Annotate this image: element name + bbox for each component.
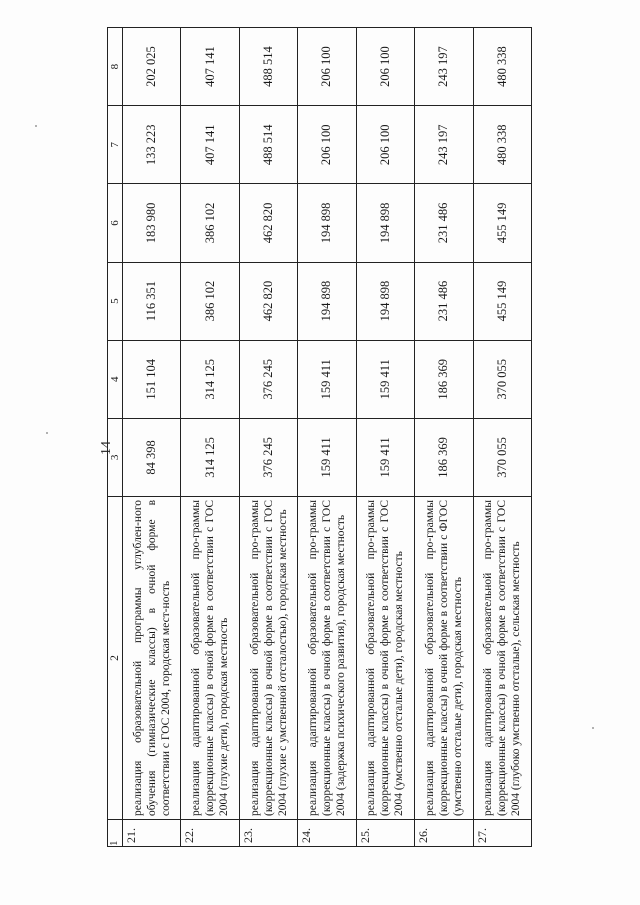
row-description: реализация адаптированной образовательной про-граммы (коррекционные классы) в очной форме в соответствии с ГОС 2004 (умственно отсталые дети), городская местность (356, 497, 414, 820)
value-cell: 186 369 (415, 418, 473, 496)
table-row (473, 28, 531, 847)
value-cell: 159 411 (356, 340, 414, 418)
value-cell: 151 104 (123, 340, 181, 418)
value-cell: 206 100 (356, 106, 414, 184)
value-cell: 194 898 (298, 262, 356, 340)
value-cell: 386 102 (181, 262, 239, 340)
row-number: 24. (298, 820, 356, 847)
value-cell: 186 369 (415, 340, 473, 418)
column-header: 7 (108, 106, 123, 184)
value-cell: 133 223 (123, 106, 181, 184)
tariff-table (107, 27, 532, 847)
row-number: 21. (123, 820, 181, 847)
row-description: реализация адаптированной образовательной про-граммы (коррекционные классы) в очной форме в соответствии с ГОС 2004 (глубоко умственно отсталые), сельская местность (473, 497, 531, 820)
value-cell: 159 411 (298, 418, 356, 496)
row-description: реализация адаптированной образовательной про-граммы (коррекционные классы) в очной форме в соответствии с ГОС 2004 (глухие дети), городская местность (181, 497, 239, 820)
row-number: 26. (415, 820, 473, 847)
column-header: 8 (108, 28, 123, 106)
row-description: реализация адаптированной образовательной про-граммы (коррекционные классы) в очной форме в соответствии с ГОС 2004 (глухие с умственной отсталостью), городская местность (239, 497, 297, 820)
value-cell: 407 141 (181, 106, 239, 184)
row-number: 22. (181, 820, 239, 847)
rotated-table-container (107, 27, 532, 847)
table-row (239, 28, 297, 847)
scan-speck (592, 727, 594, 729)
value-cell: 183 980 (123, 184, 181, 262)
table-row (181, 28, 239, 847)
value-cell: 206 100 (298, 106, 356, 184)
column-header: 3 (108, 418, 123, 496)
value-cell: 194 898 (298, 184, 356, 262)
value-cell: 480 338 (473, 106, 531, 184)
table-row (415, 28, 473, 847)
table-row (298, 28, 356, 847)
value-cell: 243 197 (415, 28, 473, 106)
value-cell: 488 514 (239, 106, 297, 184)
value-cell: 194 898 (356, 184, 414, 262)
page-number: 14 (99, 441, 114, 455)
column-header: 6 (108, 184, 123, 262)
value-cell: 386 102 (181, 184, 239, 262)
value-cell: 376 245 (239, 418, 297, 496)
value-cell: 480 338 (473, 28, 531, 106)
table-row (356, 28, 414, 847)
value-cell: 314 125 (181, 340, 239, 418)
column-header: 1 (108, 820, 123, 847)
column-header: 4 (108, 340, 123, 418)
table-row (123, 28, 181, 847)
value-cell: 314 125 (181, 418, 239, 496)
row-description: реализация образовательной программы углублен-ного обучения (гимназические классы) в очной форме в соответствии с ГОС 2004, городская мест-ность (123, 497, 181, 820)
row-description: реализация адаптированной образовательной про-граммы (коррекционные классы) в очной форме в соответствии с ГОС 2004 (задержка психического развития), городская местность (298, 497, 356, 820)
row-number: 27. (473, 820, 531, 847)
column-header: 5 (108, 262, 123, 340)
value-cell: 462 820 (239, 262, 297, 340)
value-cell: 376 245 (239, 340, 297, 418)
value-cell: 206 100 (356, 28, 414, 106)
value-cell: 455 149 (473, 184, 531, 262)
value-cell: 116 351 (123, 262, 181, 340)
row-description: реализация адаптированной образовательной про-граммы (коррекционные классы) в очной форме в соответствии с ФГОС (умственно отсталые дети), городская местность (415, 497, 473, 820)
value-cell: 455 149 (473, 262, 531, 340)
value-cell: 202 025 (123, 28, 181, 106)
scan-speck (46, 432, 48, 434)
value-cell: 231 486 (415, 184, 473, 262)
value-cell: 488 514 (239, 28, 297, 106)
column-header: 2 (108, 497, 123, 820)
value-cell: 159 411 (298, 340, 356, 418)
row-number: 23. (239, 820, 297, 847)
value-cell: 370 055 (473, 340, 531, 418)
scan-speck (35, 125, 37, 127)
value-cell: 243 197 (415, 106, 473, 184)
value-cell: 159 411 (356, 418, 414, 496)
value-cell: 84 398 (123, 418, 181, 496)
value-cell: 462 820 (239, 184, 297, 262)
row-number: 25. (356, 820, 414, 847)
header-row (108, 28, 123, 847)
value-cell: 194 898 (356, 262, 414, 340)
value-cell: 206 100 (298, 28, 356, 106)
value-cell: 407 141 (181, 28, 239, 106)
value-cell: 370 055 (473, 418, 531, 496)
value-cell: 231 486 (415, 262, 473, 340)
